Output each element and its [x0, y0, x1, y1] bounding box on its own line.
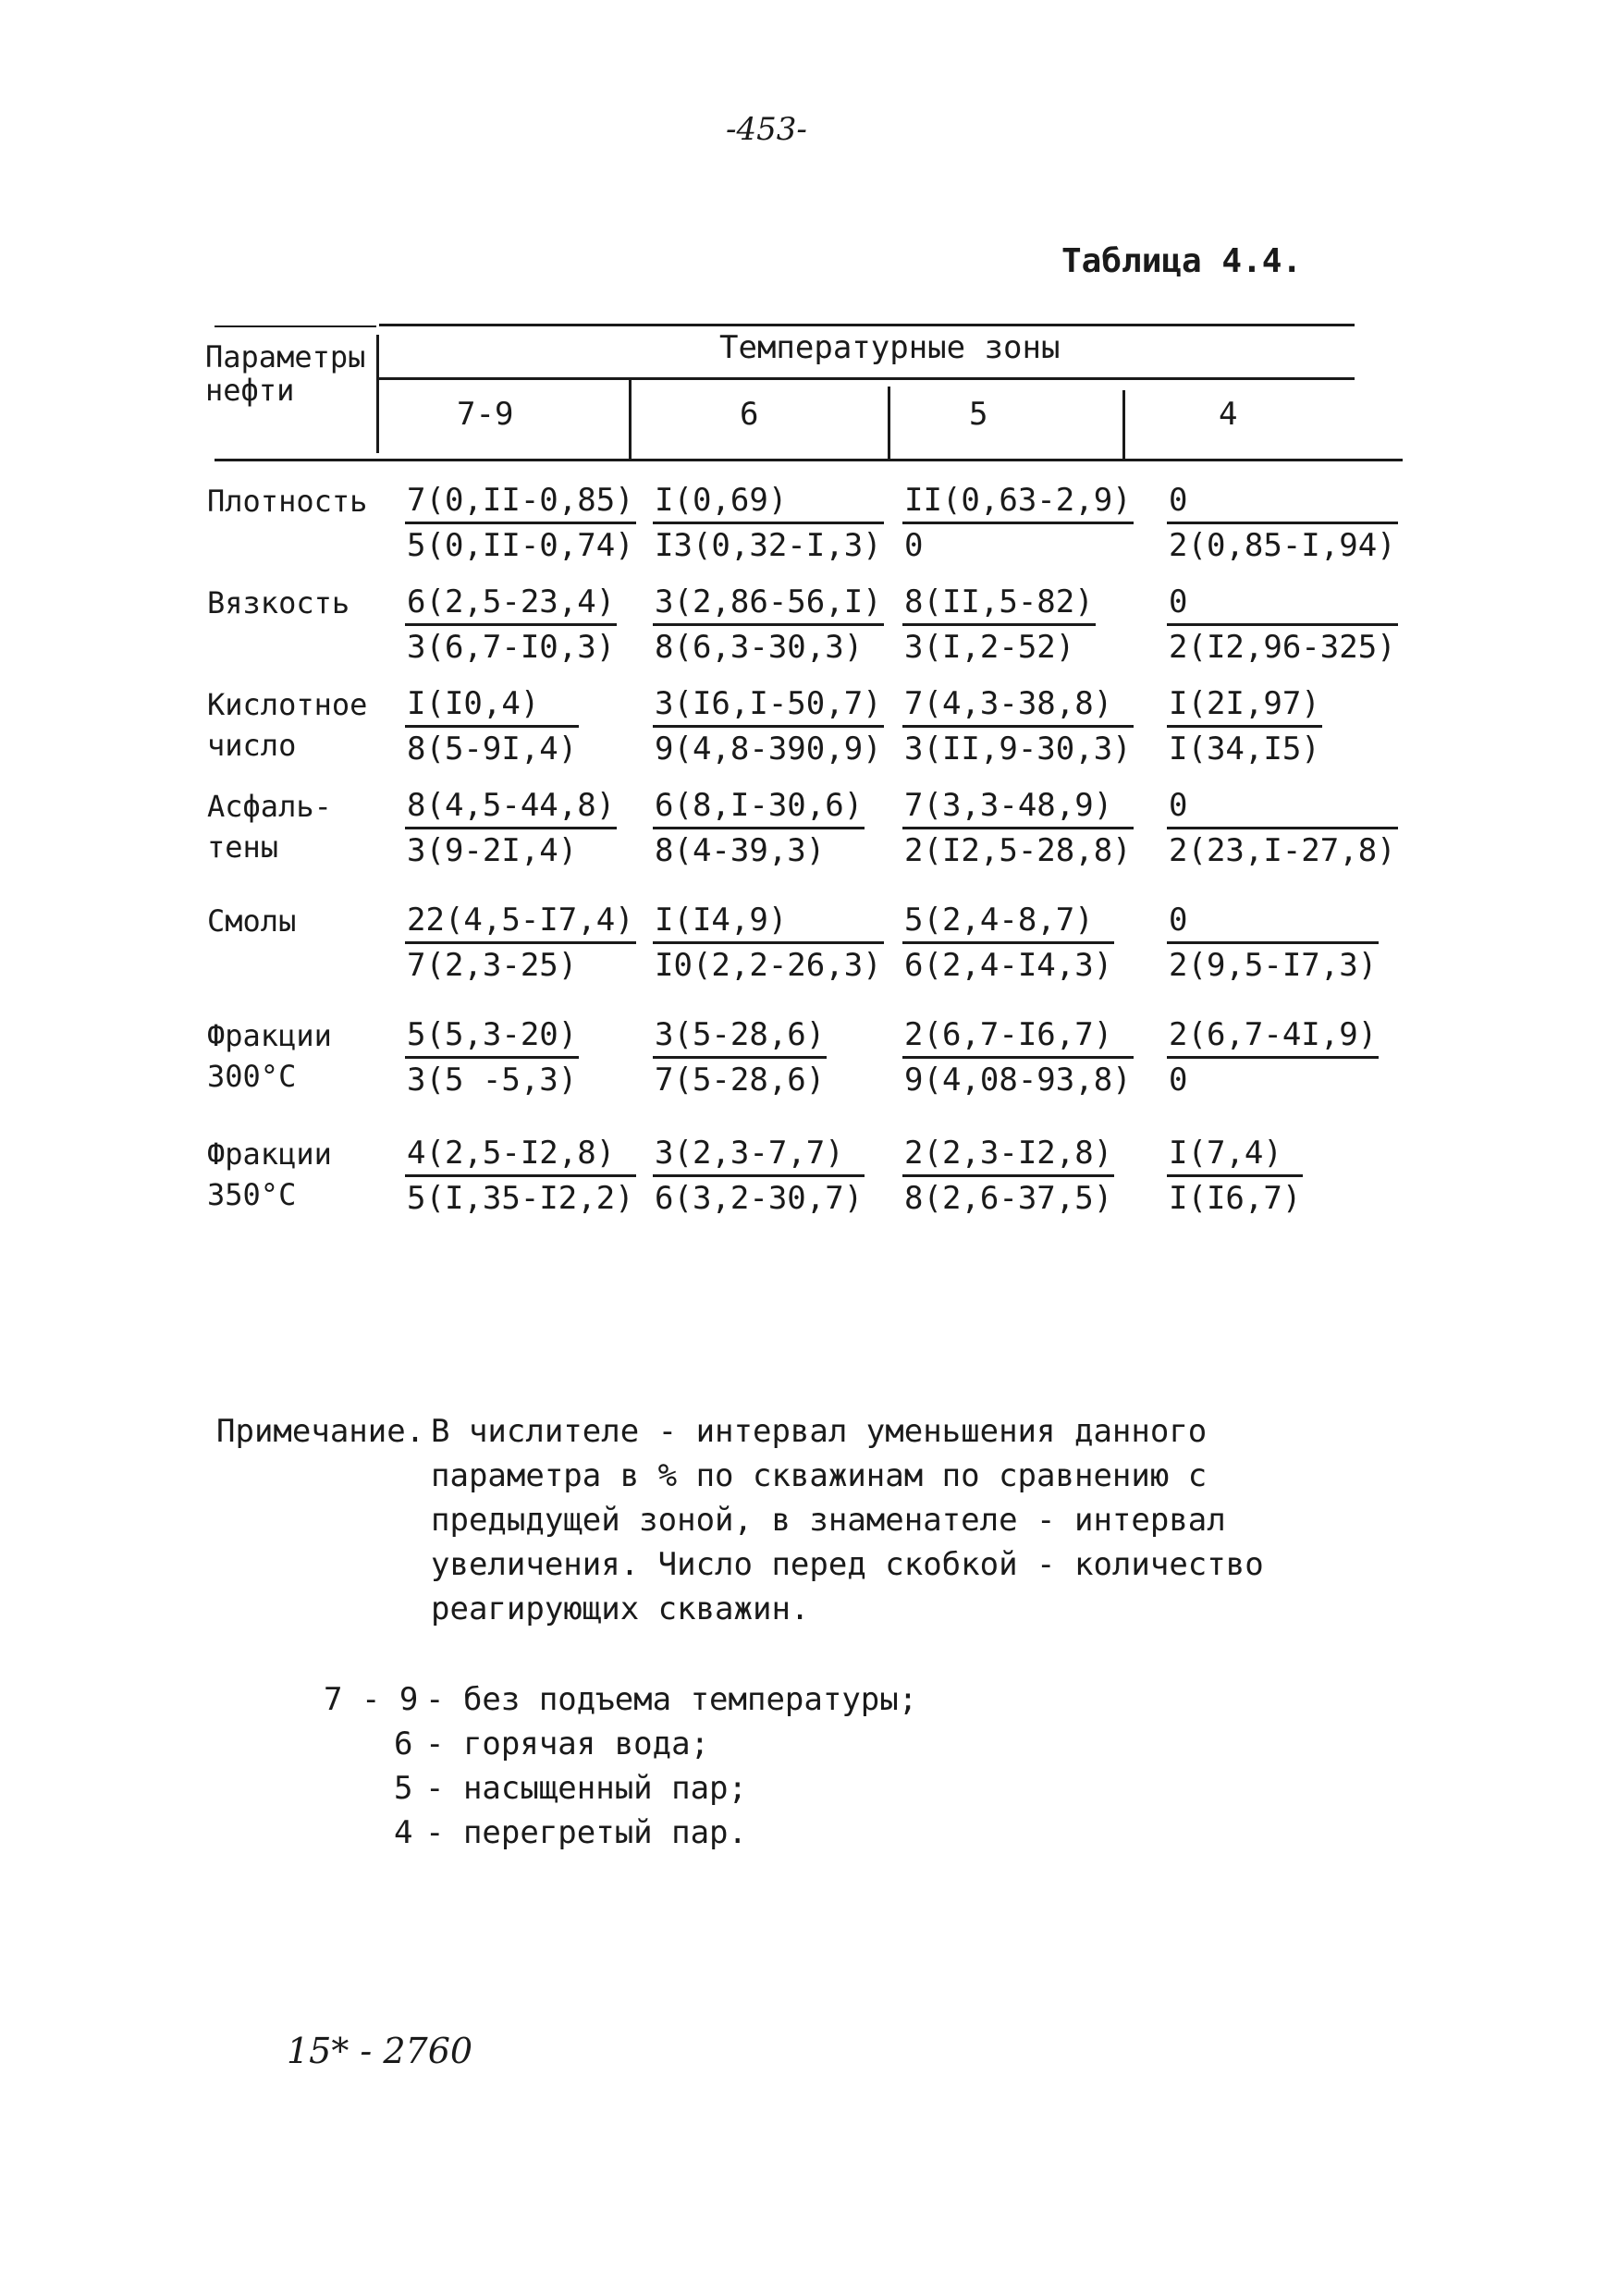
table-cell — [1167, 685, 1322, 767]
table-cell — [405, 685, 579, 767]
cell-numerator: 7(4,3-38,8) — [902, 688, 1134, 728]
note-line: увеличения. Число перед скобкой - количество — [431, 1546, 1264, 1583]
legend-code: 5 — [394, 1770, 413, 1807]
cell-numerator: 0 — [1167, 485, 1398, 524]
zone-header-6: 6 — [740, 396, 759, 433]
header-param-label: Параметры нефти — [205, 339, 366, 408]
table-cell — [902, 583, 1096, 666]
zone-divider-2 — [888, 387, 890, 459]
cell-numerator: I(I4,9) — [653, 904, 884, 944]
cell-denominator: 3(II,9-30,3) — [904, 731, 1132, 767]
table-cell — [653, 583, 884, 666]
legend-code: 4 — [394, 1814, 413, 1851]
cell-denominator: 7(5-28,6) — [655, 1062, 826, 1099]
legend-text: - перегретый пар. — [425, 1814, 747, 1851]
row-label: Фракции 350°С — [207, 1136, 332, 1212]
table-cell — [653, 1016, 827, 1099]
cell-denominator: 8(2,6-37,5) — [904, 1180, 1113, 1217]
note-line: параметра в % по скважинам по сравнению с — [431, 1457, 1208, 1494]
cell-numerator: 6(2,5-23,4) — [405, 586, 617, 626]
cell-numerator: 0 — [1167, 586, 1398, 626]
cell-denominator: 3(5 -5,3) — [407, 1062, 578, 1099]
cell-numerator: 5(5,3-20) — [405, 1019, 579, 1059]
cell-numerator: 3(2,3-7,7) — [653, 1137, 865, 1177]
row-label: Асфаль- тены — [207, 789, 332, 865]
cell-numerator: 2(6,7-I6,7) — [902, 1019, 1134, 1059]
table-cell — [653, 787, 865, 869]
table-cell — [653, 685, 884, 767]
table-cell — [1167, 583, 1398, 666]
cell-numerator: 3(2,86-56,I) — [653, 586, 884, 626]
footer-handwritten-mark: 15* - 2760 — [287, 2031, 473, 2071]
table-cell — [405, 1135, 636, 1217]
cell-numerator: 3(I6,I-50,7) — [653, 688, 884, 728]
table-cell — [902, 685, 1134, 767]
legend-text: - насыщенный пар; — [425, 1770, 747, 1807]
cell-denominator: 0 — [904, 527, 924, 564]
table-cell — [653, 902, 884, 984]
cell-denominator: 2(9,5-I7,3) — [1169, 947, 1378, 984]
cell-numerator: I(I0,4) — [405, 688, 579, 728]
table-cell — [902, 482, 1134, 564]
note-line: предыдущей зоной, в знаменателе - интервал — [431, 1502, 1226, 1539]
row-label: Смолы — [207, 903, 297, 939]
cell-denominator: I0(2,2-26,3) — [655, 947, 882, 984]
cell-denominator: 6(2,4-I4,3) — [904, 947, 1113, 984]
table-cell — [405, 787, 617, 869]
cell-numerator: 8(II,5-82) — [902, 586, 1096, 626]
cell-numerator: 8(4,5-44,8) — [405, 790, 617, 829]
cell-denominator: 8(4-39,3) — [655, 832, 826, 869]
cell-denominator: I(34,I5) — [1169, 731, 1320, 767]
cell-numerator: 5(2,4-8,7) — [902, 904, 1114, 944]
cell-denominator: 3(9-2I,4) — [407, 832, 578, 869]
cell-denominator: 8(5-9I,4) — [407, 731, 578, 767]
table-cell — [405, 1016, 579, 1099]
cell-numerator: 6(8,I-30,6) — [653, 790, 865, 829]
cell-numerator: I(2I,97) — [1167, 688, 1322, 728]
table-cell — [902, 902, 1114, 984]
header-divider-param — [376, 335, 379, 453]
cell-denominator: 8(6,3-30,3) — [655, 629, 864, 666]
cell-denominator: 6(3,2-30,7) — [655, 1180, 864, 1217]
cell-numerator: 7(3,3-48,9) — [902, 790, 1134, 829]
cell-denominator: 3(6,7-I0,3) — [407, 629, 616, 666]
table-cell — [1167, 482, 1398, 564]
cell-denominator: 3(I,2-52) — [904, 629, 1075, 666]
table-caption: Таблица 4.4. — [1061, 242, 1303, 280]
cell-numerator: 22(4,5-I7,4) — [405, 904, 636, 944]
cell-numerator: 2(6,7-4I,9) — [1167, 1019, 1379, 1059]
legend-code: 7 - 9 — [324, 1681, 419, 1718]
note-label: Примечание. — [216, 1413, 425, 1450]
cell-denominator: 9(4,8-390,9) — [655, 731, 882, 767]
zone-header-5: 5 — [969, 396, 988, 433]
zone-header-7-9: 7-9 — [457, 396, 514, 433]
table-cell — [405, 583, 617, 666]
cell-denominator: 0 — [1169, 1062, 1188, 1099]
cell-denominator: 2(I2,5-28,8) — [904, 832, 1132, 869]
cell-denominator: 2(I2,96-325) — [1169, 629, 1396, 666]
cell-numerator: I(0,69) — [653, 485, 884, 524]
cell-denominator: 2(23,I-27,8) — [1169, 832, 1396, 869]
cell-numerator: 0 — [1167, 904, 1379, 944]
cell-numerator: 4(2,5-I2,8) — [405, 1137, 636, 1177]
table-top-rule-left — [215, 325, 376, 327]
table-cell — [902, 1016, 1134, 1099]
row-label: Кислотное число — [207, 687, 368, 763]
row-label: Фракции 300°С — [207, 1018, 332, 1094]
table-cell — [1167, 1135, 1303, 1217]
table-cell — [902, 787, 1134, 869]
cell-numerator: 3(5-28,6) — [653, 1019, 827, 1059]
table-cell — [653, 1135, 865, 1217]
zone-header-4: 4 — [1219, 396, 1238, 433]
cell-numerator: 0 — [1167, 790, 1398, 829]
note-line: В числителе - интервал уменьшения данного — [431, 1413, 1208, 1450]
table-cell — [1167, 902, 1379, 984]
cell-denominator: 7(2,3-25) — [407, 947, 578, 984]
page-number: -453- — [726, 111, 807, 148]
cell-numerator: II(0,63-2,9) — [902, 485, 1134, 524]
table-top-rule — [379, 324, 1355, 326]
legend-text: - без подъема температуры; — [425, 1681, 918, 1718]
cell-numerator: 2(2,3-I2,8) — [902, 1137, 1114, 1177]
row-label: Плотность — [207, 484, 368, 519]
zone-divider-3 — [1122, 390, 1125, 460]
header-bottom-rule — [215, 459, 1403, 461]
legend-code: 6 — [394, 1725, 413, 1762]
table-cell — [653, 482, 884, 564]
cell-denominator: 5(I,35-I2,2) — [407, 1180, 634, 1217]
table-cell — [405, 482, 636, 564]
table-cell — [902, 1135, 1114, 1217]
table-cell — [1167, 787, 1398, 869]
cell-numerator: I(7,4) — [1167, 1137, 1303, 1177]
cell-denominator: 2(0,85-I,94) — [1169, 527, 1396, 564]
row-label: Вязкость — [207, 585, 350, 620]
legend-text: - горячая вода; — [425, 1725, 710, 1762]
cell-denominator: I(I6,7) — [1169, 1180, 1302, 1217]
zone-divider-1 — [629, 379, 632, 459]
cell-denominator: 9(4,08-93,8) — [904, 1062, 1132, 1099]
header-zones-title: Температурные зоны — [719, 329, 1061, 366]
zones-title-rule — [379, 377, 1355, 380]
cell-numerator: 7(0,II-0,85) — [405, 485, 636, 524]
note-line: реагирующих скважин. — [431, 1590, 810, 1627]
table-cell — [405, 902, 636, 984]
cell-denominator: 5(0,II-0,74) — [407, 527, 634, 564]
cell-denominator: I3(0,32-I,3) — [655, 527, 882, 564]
table-cell — [1167, 1016, 1379, 1099]
